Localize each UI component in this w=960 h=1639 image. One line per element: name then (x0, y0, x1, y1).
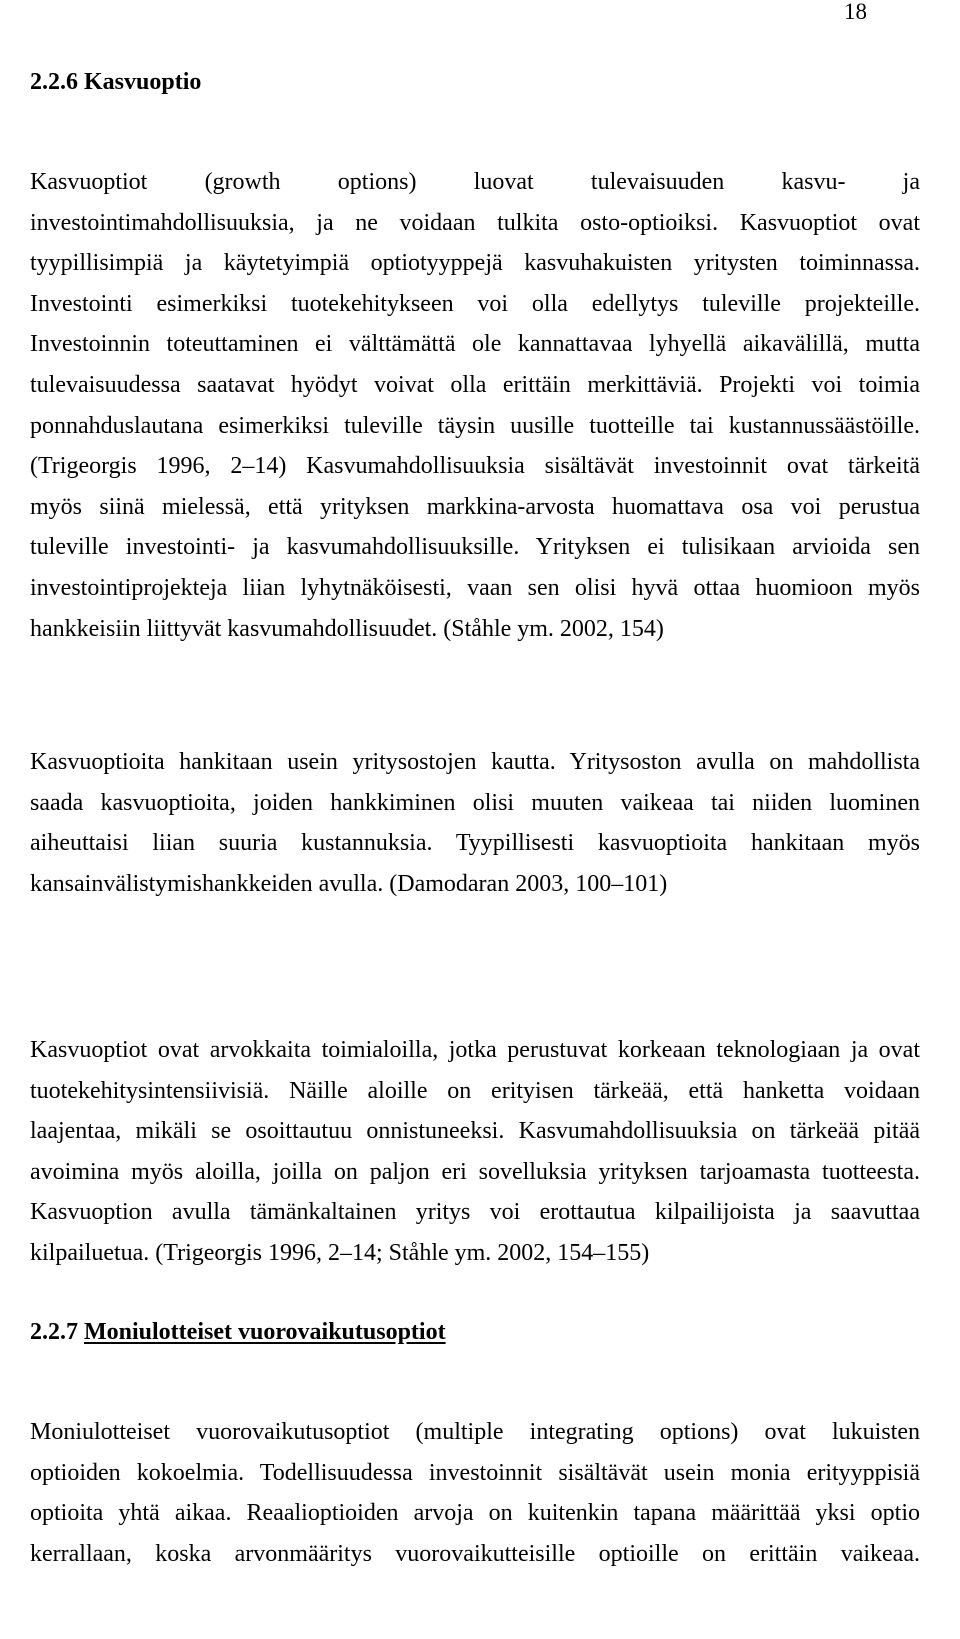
text-line: laajentaa, mikäli se osoittautuu onnistuneeksi. Kasvumahdollisuuksia on tärkeää pitää (30, 1118, 920, 1145)
text-line: investointimahdollisuuksia, ja ne voidaan tulkita osto-optioiksi. Kasvuoptiot ovat (30, 209, 920, 236)
text-line: tuotekehitysintensiivisiä. Näille aloille on erityisen tärkeää, että hanketta voidaan (30, 1077, 920, 1104)
text-line: Kasvuoptiot (growth options) luovat tulevaisuuden kasvu- ja (30, 169, 920, 195)
text-line: tyypillisimpiä ja käytetyimpiä optiotyyppejä kasvuhakuisten yritysten toiminnassa. (30, 250, 920, 277)
page-number: 18 (844, 0, 867, 24)
text-line: myös siinä mielessä, että yrityksen markkina-arvosta huomattava osa voi perustua (30, 493, 920, 520)
text-line: kansainvälistymishankkeiden avulla. (Damodaran 2003, 100–101) (30, 870, 668, 897)
text-line: Kasvuoptioita hankitaan usein yritysostojen kautta. Yritysoston avulla on mahdollista (30, 749, 920, 775)
text-line: kilpailuetua. (Trigeorgis 1996, 2–14; Ståhle ym. 2002, 154–155) (30, 1239, 650, 1266)
section-title: Moniulotteiset vuorovaikutusoptiot (84, 1319, 446, 1345)
paragraph (30, 1412, 920, 1574)
text-line: Kasvuoptiot ovat arvokkaita toimialoilla, jotka perustuvat korkeaan teknologiaan ja ovat (30, 1037, 920, 1063)
text-line: (Trigeorgis 1996, 2–14) Kasvumahdollisuuksia sisältävät investoinnit ovat tärkeitä (30, 453, 920, 480)
paragraph (30, 742, 920, 904)
text-line: tulevaisuudessa saatavat hyödyt voivat olla erittäin merkittäviä. Projekti voi toimia (30, 371, 920, 398)
text-line: Moniulotteiset vuorovaikutusoptiot (multiple integrating options) ovat lukuisten (30, 1419, 920, 1445)
text-line: Investointi esimerkiksi tuotekehitykseen voi olla edellytys tuleville projekteille. (30, 290, 920, 317)
paragraph (30, 1030, 920, 1274)
text-line: kerrallaan, koska arvonmääritys vuorovaikutteisille optioille on erittäin vaikeaa. (30, 1540, 920, 1567)
text-line: aiheuttaisi liian suuria kustannuksia. Tyypillisesti kasvuoptioita hankitaan myös (30, 830, 920, 857)
paragraph (30, 162, 920, 649)
text-line: optioiden kokoelmia. Todellisuudessa investoinnit sisältävät usein monia erityyppisiä (30, 1459, 920, 1486)
text-line: tuleville investointi- ja kasvumahdollisuuksille. Yrityksen ei tulisikaan arvioida sen (30, 534, 920, 561)
text-line: hankkeisiin liittyvät kasvumahdollisuudet. (Ståhle ym. 2002, 154) (30, 615, 664, 642)
text-line: saada kasvuoptioita, joiden hankkiminen olisi muuten vaikeaa tai niiden luominen (30, 789, 920, 816)
section-number: 2.2.6 (30, 69, 78, 95)
section-heading-2-2-6 (30, 68, 201, 96)
text-line: Kasvuoption avulla tämänkaltainen yritys voi erottautua kilpailijoista ja saavuttaa (30, 1199, 920, 1226)
text-line: avoimina myös aloilla, joilla on paljon eri sovelluksia yrityksen tarjoamasta tuotteesta. (30, 1158, 920, 1185)
text-line: Investoinnin toteuttaminen ei välttämättä ole kannattavaa lyhyellä aikavälillä, mutta (30, 331, 920, 358)
text-line: investointiprojekteja liian lyhytnäköisesti, vaan sen olisi hyvä ottaa huomioon myös (30, 574, 920, 601)
section-title: Kasvuoptio (84, 69, 202, 95)
text-line: ponnahduslautana esimerkiksi tuleville täysin uusille tuotteille tai kustannussäästöille. (30, 412, 920, 439)
section-heading-2-2-7 (30, 1318, 446, 1346)
text-line: optioita yhtä aikaa. Reaalioptioiden arvoja on kuitenkin tapana määrittää yksi optio (30, 1500, 920, 1527)
section-number: 2.2.7 (30, 1319, 78, 1345)
